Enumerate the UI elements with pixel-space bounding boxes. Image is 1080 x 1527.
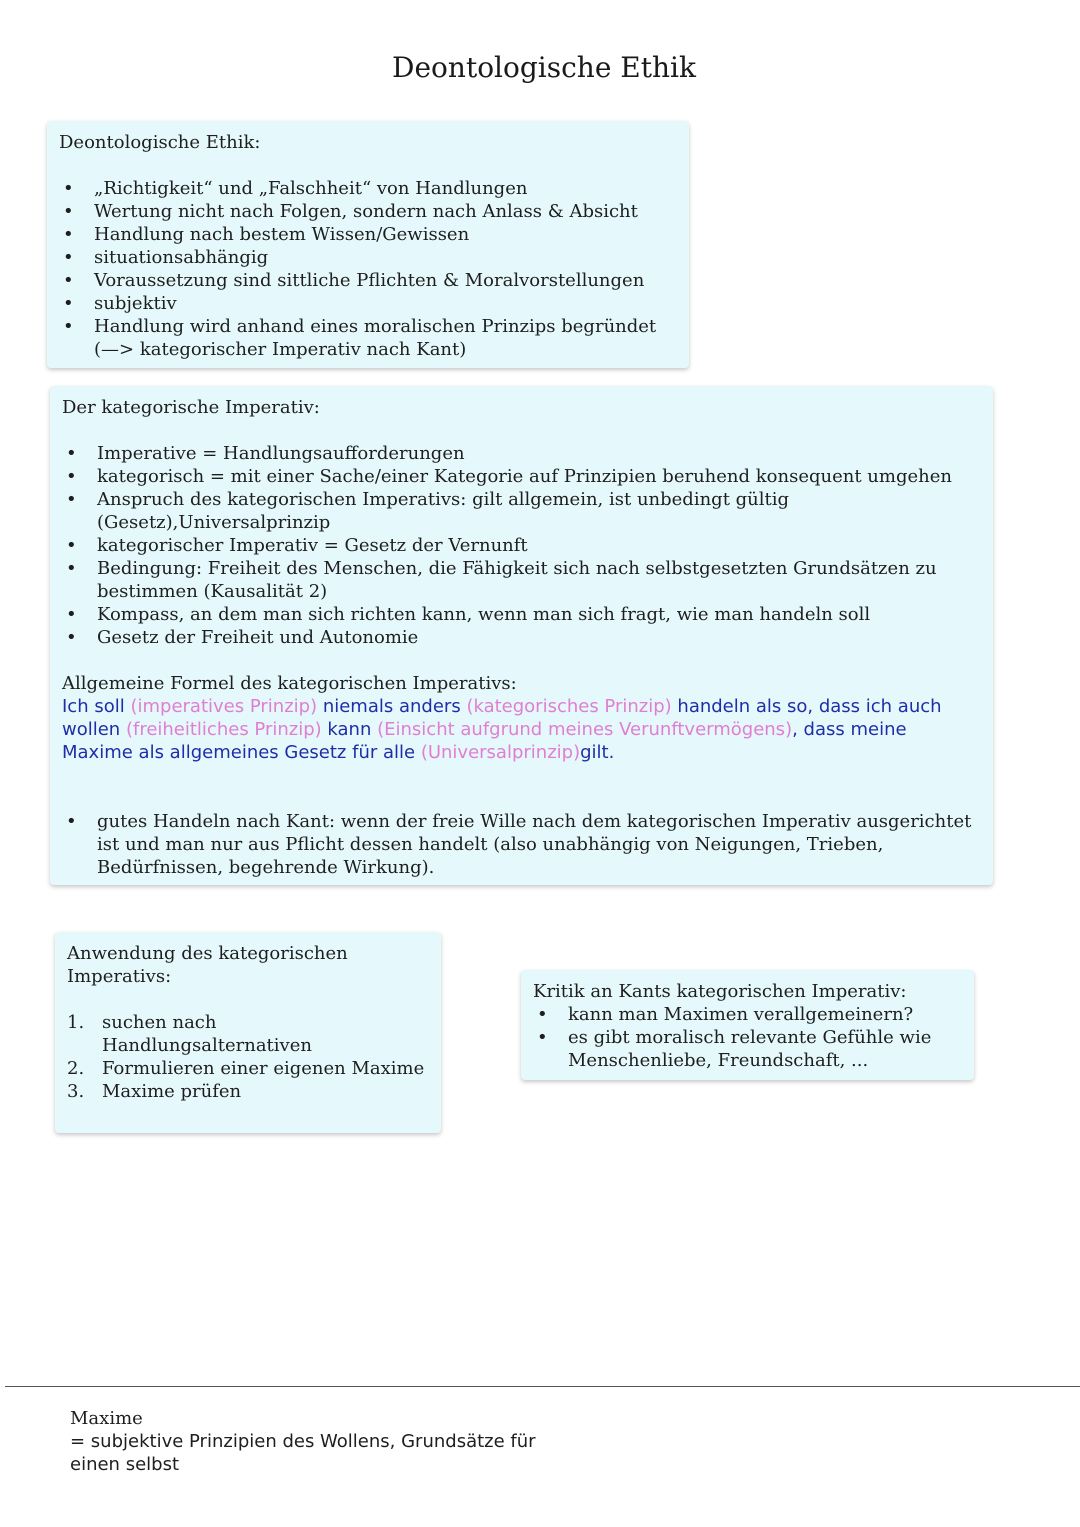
- formula-part: handeln als so, dass ich auch wollen: [62, 696, 942, 740]
- deontology-definition-card: [47, 121, 689, 368]
- list-item: • situationsabhängig: [59, 246, 677, 269]
- list-item: • kann man Maximen verallgemeinern?: [533, 1003, 962, 1026]
- list-item: • Bedingung: Freiheit des Menschen, die Fähigkeit sich nach selbstgesetzten Grundsätzen zu bestimmen (Kausalität 2): [62, 557, 981, 603]
- step-number: 2.: [67, 1058, 85, 1079]
- step-text: Maxime prüfen: [102, 1081, 242, 1102]
- card-heading: Der kategorische Imperativ:: [62, 397, 320, 418]
- formula-note: (freiheitliches Prinzip): [125, 719, 322, 740]
- formula-part: kann: [327, 719, 372, 740]
- list-item: • es gibt moralisch relevante Gefühle wie Menschenliebe, Freundschaft, ...: [533, 1026, 962, 1072]
- footnote: [70, 1407, 590, 1476]
- card-heading: Kritik an Kants kategorischen Imperativ:: [533, 981, 907, 1002]
- list-item: • „Richtigkeit“ und „Falschheit“ von Handlungen: [59, 177, 677, 200]
- step-text: suchen nach Handlungsalternativen: [102, 1012, 312, 1056]
- list-item: [67, 1011, 429, 1057]
- formula-note: (Einsicht aufgrund meines Verunftvermögens): [377, 719, 793, 740]
- step-number: 1.: [67, 1012, 85, 1033]
- footnote-definition: = subjektive Prinzipien des Wollens, Grundsätze für einen selbst: [70, 1431, 536, 1475]
- list-item: • kategorischer Imperativ = Gesetz der Vernunft: [62, 534, 981, 557]
- page-title: Deontologische Ethik: [392, 51, 696, 84]
- bullet-list: [62, 442, 981, 649]
- formula-heading: Allgemeine Formel des kategorischen Imperativs:: [62, 673, 517, 694]
- list-item: • Anspruch des kategorischen Imperativs: gilt allgemein, ist unbedingt gültig (Gesetz),Universalprinzip: [62, 488, 981, 534]
- formula-part: , dass meine Maxime als allgemeines Gesetz für alle: [62, 719, 907, 763]
- list-item: • Gesetz der Freiheit und Autonomie: [62, 626, 981, 649]
- divider: [5, 1386, 1080, 1387]
- formula-part: niemals anders: [322, 696, 461, 717]
- list-item: • Kompass, an dem man sich richten kann, wenn man sich fragt, wie man handeln soll: [62, 603, 981, 626]
- list-item: • Handlung wird anhand eines moralischen Prinzips begründet (—> kategorischer Imperativ nach Kant): [59, 315, 677, 361]
- application-card: [55, 932, 441, 1133]
- formula-note: (Universalprinzip): [420, 742, 581, 763]
- card-heading: Deontologische Ethik:: [59, 132, 261, 153]
- formula-note: (imperatives Prinzip): [130, 696, 318, 717]
- list-item: • gutes Handeln nach Kant: wenn der freie Wille nach dem kategorischen Imperativ ausgerichtet ist und man nur aus Pflicht dessen handelt (also unabhängig von Neigungen, Trieben, Bedürfnissen, begehrende Wirkung).: [62, 810, 981, 879]
- bullet-list: [62, 810, 981, 879]
- categorical-imperative-card: [50, 386, 993, 885]
- list-item: • Voraussetzung sind sittliche Pflichten & Moralvorstellungen: [59, 269, 677, 292]
- bullet-list: [59, 177, 677, 361]
- step-number: 3.: [67, 1081, 85, 1102]
- formula-text: [62, 695, 981, 764]
- formula-part: Ich soll: [62, 696, 125, 717]
- formula-part: gilt.: [580, 742, 615, 763]
- list-item: [67, 1080, 429, 1103]
- bullet-list: [533, 1003, 962, 1072]
- list-item: • Handlung nach bestem Wissen/Gewissen: [59, 223, 677, 246]
- steps-list: [67, 1011, 429, 1103]
- list-item: [67, 1057, 429, 1080]
- card-heading: Anwendung des kategorischen Imperativs:: [67, 943, 348, 987]
- list-item: • Imperative = Handlungsaufforderungen: [62, 442, 981, 465]
- list-item: • Wertung nicht nach Folgen, sondern nach Anlass & Absicht: [59, 200, 677, 223]
- footnote-term: Maxime: [70, 1408, 143, 1429]
- criticism-card: [521, 970, 974, 1080]
- step-text: Formulieren einer eigenen Maxime: [102, 1058, 425, 1079]
- list-item: • subjektiv: [59, 292, 677, 315]
- list-item: • kategorisch = mit einer Sache/einer Kategorie auf Prinzipien beruhend konsequent umgehen: [62, 465, 981, 488]
- formula-note: (kategorisches Prinzip): [466, 696, 672, 717]
